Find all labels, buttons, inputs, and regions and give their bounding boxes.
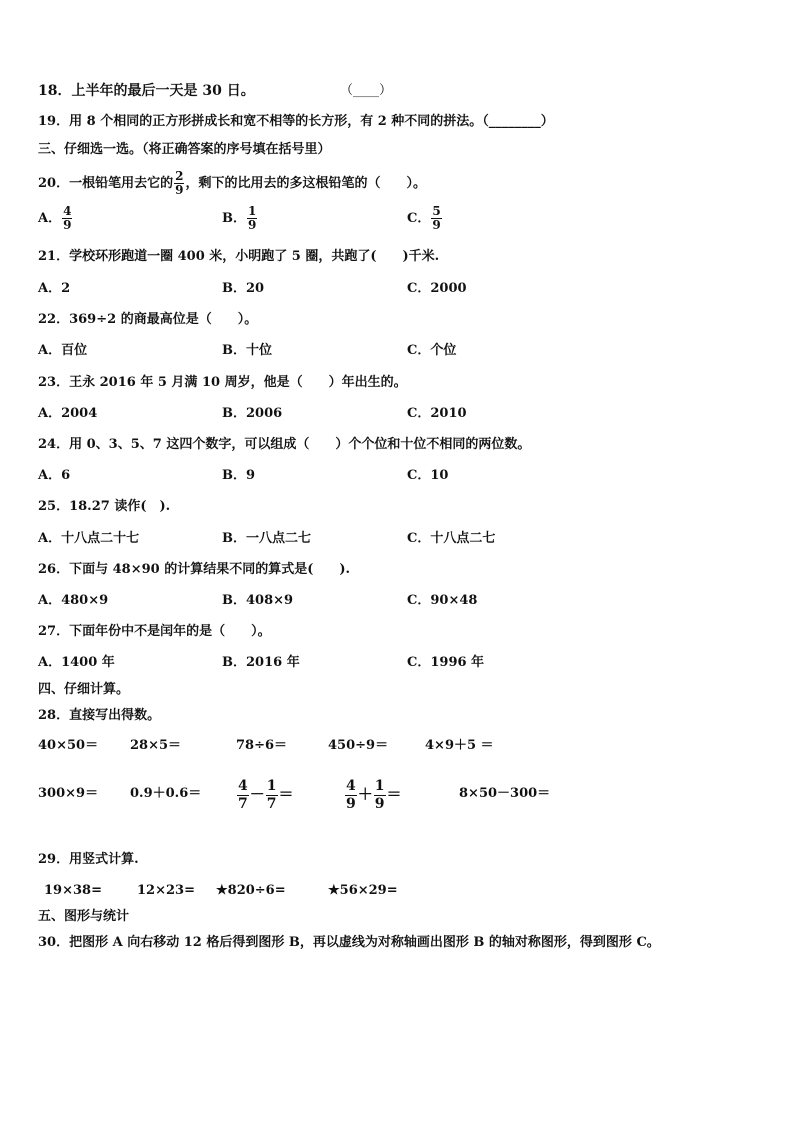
question-23: 23．王永 2016 年 5 月满 10 周岁，他是（ ）年出生的。 [38, 375, 407, 390]
calc-item: 28×5＝ [130, 738, 182, 753]
question-30: 30．把图形 A 向右移动 12 格后得到图形 B，再以虚线为对称轴画出图形 B 的轴对称图形，得到图形 C。 [38, 935, 660, 950]
question-21: 21．学校环形跑道一圈 400 米，小明跑了 5 圈，共跑了( )千米. [38, 249, 440, 264]
q22-option-a[interactable]: A．百位 [38, 343, 88, 358]
q20-option-b[interactable]: B． $\frac{1}{9}$ [222, 204, 257, 232]
q22-option-c[interactable]: C．个位 [407, 343, 457, 358]
vertical-calc-item: 12×23= [137, 883, 195, 898]
calc-item: 300×9＝ [38, 786, 99, 801]
q23-option-b[interactable]: B．2006 [222, 406, 283, 421]
question-18-text: 上半年的最后一天是 30 日。 [71, 83, 255, 99]
calc-item: 8×50－300＝ [459, 786, 551, 801]
question-26: 26．下面与 48×90 的计算结果不同的算式是( ). [38, 562, 351, 577]
question-18-number: 18． [38, 83, 72, 99]
question-20-number: 20． [38, 176, 70, 191]
question-19 [38, 114, 554, 130]
question-18 [38, 83, 255, 99]
q26-option-a[interactable]: A．480×9 [38, 593, 109, 608]
q23-option-c[interactable]: C．2010 [407, 406, 467, 421]
section-5-heading: 五、图形与统计 [38, 909, 130, 924]
q22-option-b[interactable]: B．十位 [222, 343, 272, 358]
q24-option-b[interactable]: B．9 [222, 468, 256, 483]
q20-option-b-fraction: $\frac{1}{9}$ [248, 204, 257, 232]
question-27: 27．下面年份中不是闰年的是（ ）。 [38, 624, 271, 639]
question-24: 24．用 0、3、5、7 这四个数字，可以组成（ ）个个位和十位不相同的两位数。 [38, 437, 531, 452]
question-29: 29．用竖式计算. [38, 852, 139, 867]
q27-option-c[interactable]: C．1996 年 [407, 655, 485, 670]
question-28: 28．直接写出得数。 [38, 708, 161, 723]
q21-option-b[interactable]: B．20 [222, 281, 265, 296]
question-20-pre: 一根铅笔用去它的 [69, 176, 174, 191]
q25-option-b[interactable]: B．一八点二七 [222, 531, 311, 546]
q24-option-c[interactable]: C．10 [407, 468, 449, 483]
section-3-heading: 三、仔细选一选。（将正确答案的序号填在括号里） [38, 142, 331, 157]
q20-option-a[interactable]: A． $\frac{4}{9}$ [38, 204, 72, 232]
section-4-heading: 四、仔细计算。 [38, 682, 130, 697]
q20-option-a-fraction: $\frac{4}{9}$ [63, 204, 72, 232]
vertical-calc-item: ★820÷6= [216, 883, 286, 898]
q26-option-c[interactable]: C．90×48 [407, 593, 478, 608]
calc-fraction-addition: $\frac{4}{9}$ ＋ $\frac{1}{9}$ ＝ [346, 777, 402, 812]
vertical-calc-item: ★56×29= [328, 883, 398, 898]
question-25: 25．18.27 读作( ). [38, 499, 171, 514]
q25-option-c[interactable]: C．十八点二七 [407, 531, 496, 546]
q20-option-c-fraction: $\frac{5}{9}$ [432, 204, 441, 232]
calc-item: 0.9＋0.6＝ [130, 786, 202, 801]
question-20 [38, 170, 426, 197]
question-22: 22．369÷2 的商最高位是（ ）。 [38, 312, 258, 327]
q27-option-a[interactable]: A．1400 年 [38, 655, 115, 670]
q20-option-c[interactable]: C． $\frac{5}{9}$ [407, 204, 441, 232]
vertical-calc-item: 19×38= [44, 883, 102, 898]
question-20-post: ，剩下的比用去的多这根铅笔的（ ）。 [185, 176, 426, 191]
calc-item: 450÷9＝ [328, 738, 389, 753]
question-19-number: 19． [38, 114, 70, 129]
calc-item: 4×9＋5 ＝ [425, 738, 494, 753]
q26-option-b[interactable]: B．408×9 [222, 593, 294, 608]
calc-fraction-subtraction: $\frac{4}{7}$ － $\frac{1}{7}$ ＝ [238, 777, 294, 812]
q24-option-a[interactable]: A．6 [38, 468, 71, 483]
q27-option-b[interactable]: B．2016 年 [222, 655, 300, 670]
q25-option-a[interactable]: A．十八点二十七 [38, 531, 140, 546]
q21-option-a[interactable]: A．2 [38, 281, 71, 296]
calc-item: 40×50＝ [38, 738, 99, 753]
q21-option-c[interactable]: C．2000 [407, 281, 467, 296]
question-20-fraction: $\frac{2}{9}$ [175, 169, 184, 197]
q23-option-a[interactable]: A．2004 [38, 406, 98, 421]
question-19-text: 用 8 个相同的正方形拼成长和宽不相等的长方形，有 2 种不同的拼法。（________） [69, 114, 554, 129]
calc-item: 78÷6＝ [236, 738, 288, 753]
question-18-answer-blank[interactable]: （____） [340, 83, 393, 98]
